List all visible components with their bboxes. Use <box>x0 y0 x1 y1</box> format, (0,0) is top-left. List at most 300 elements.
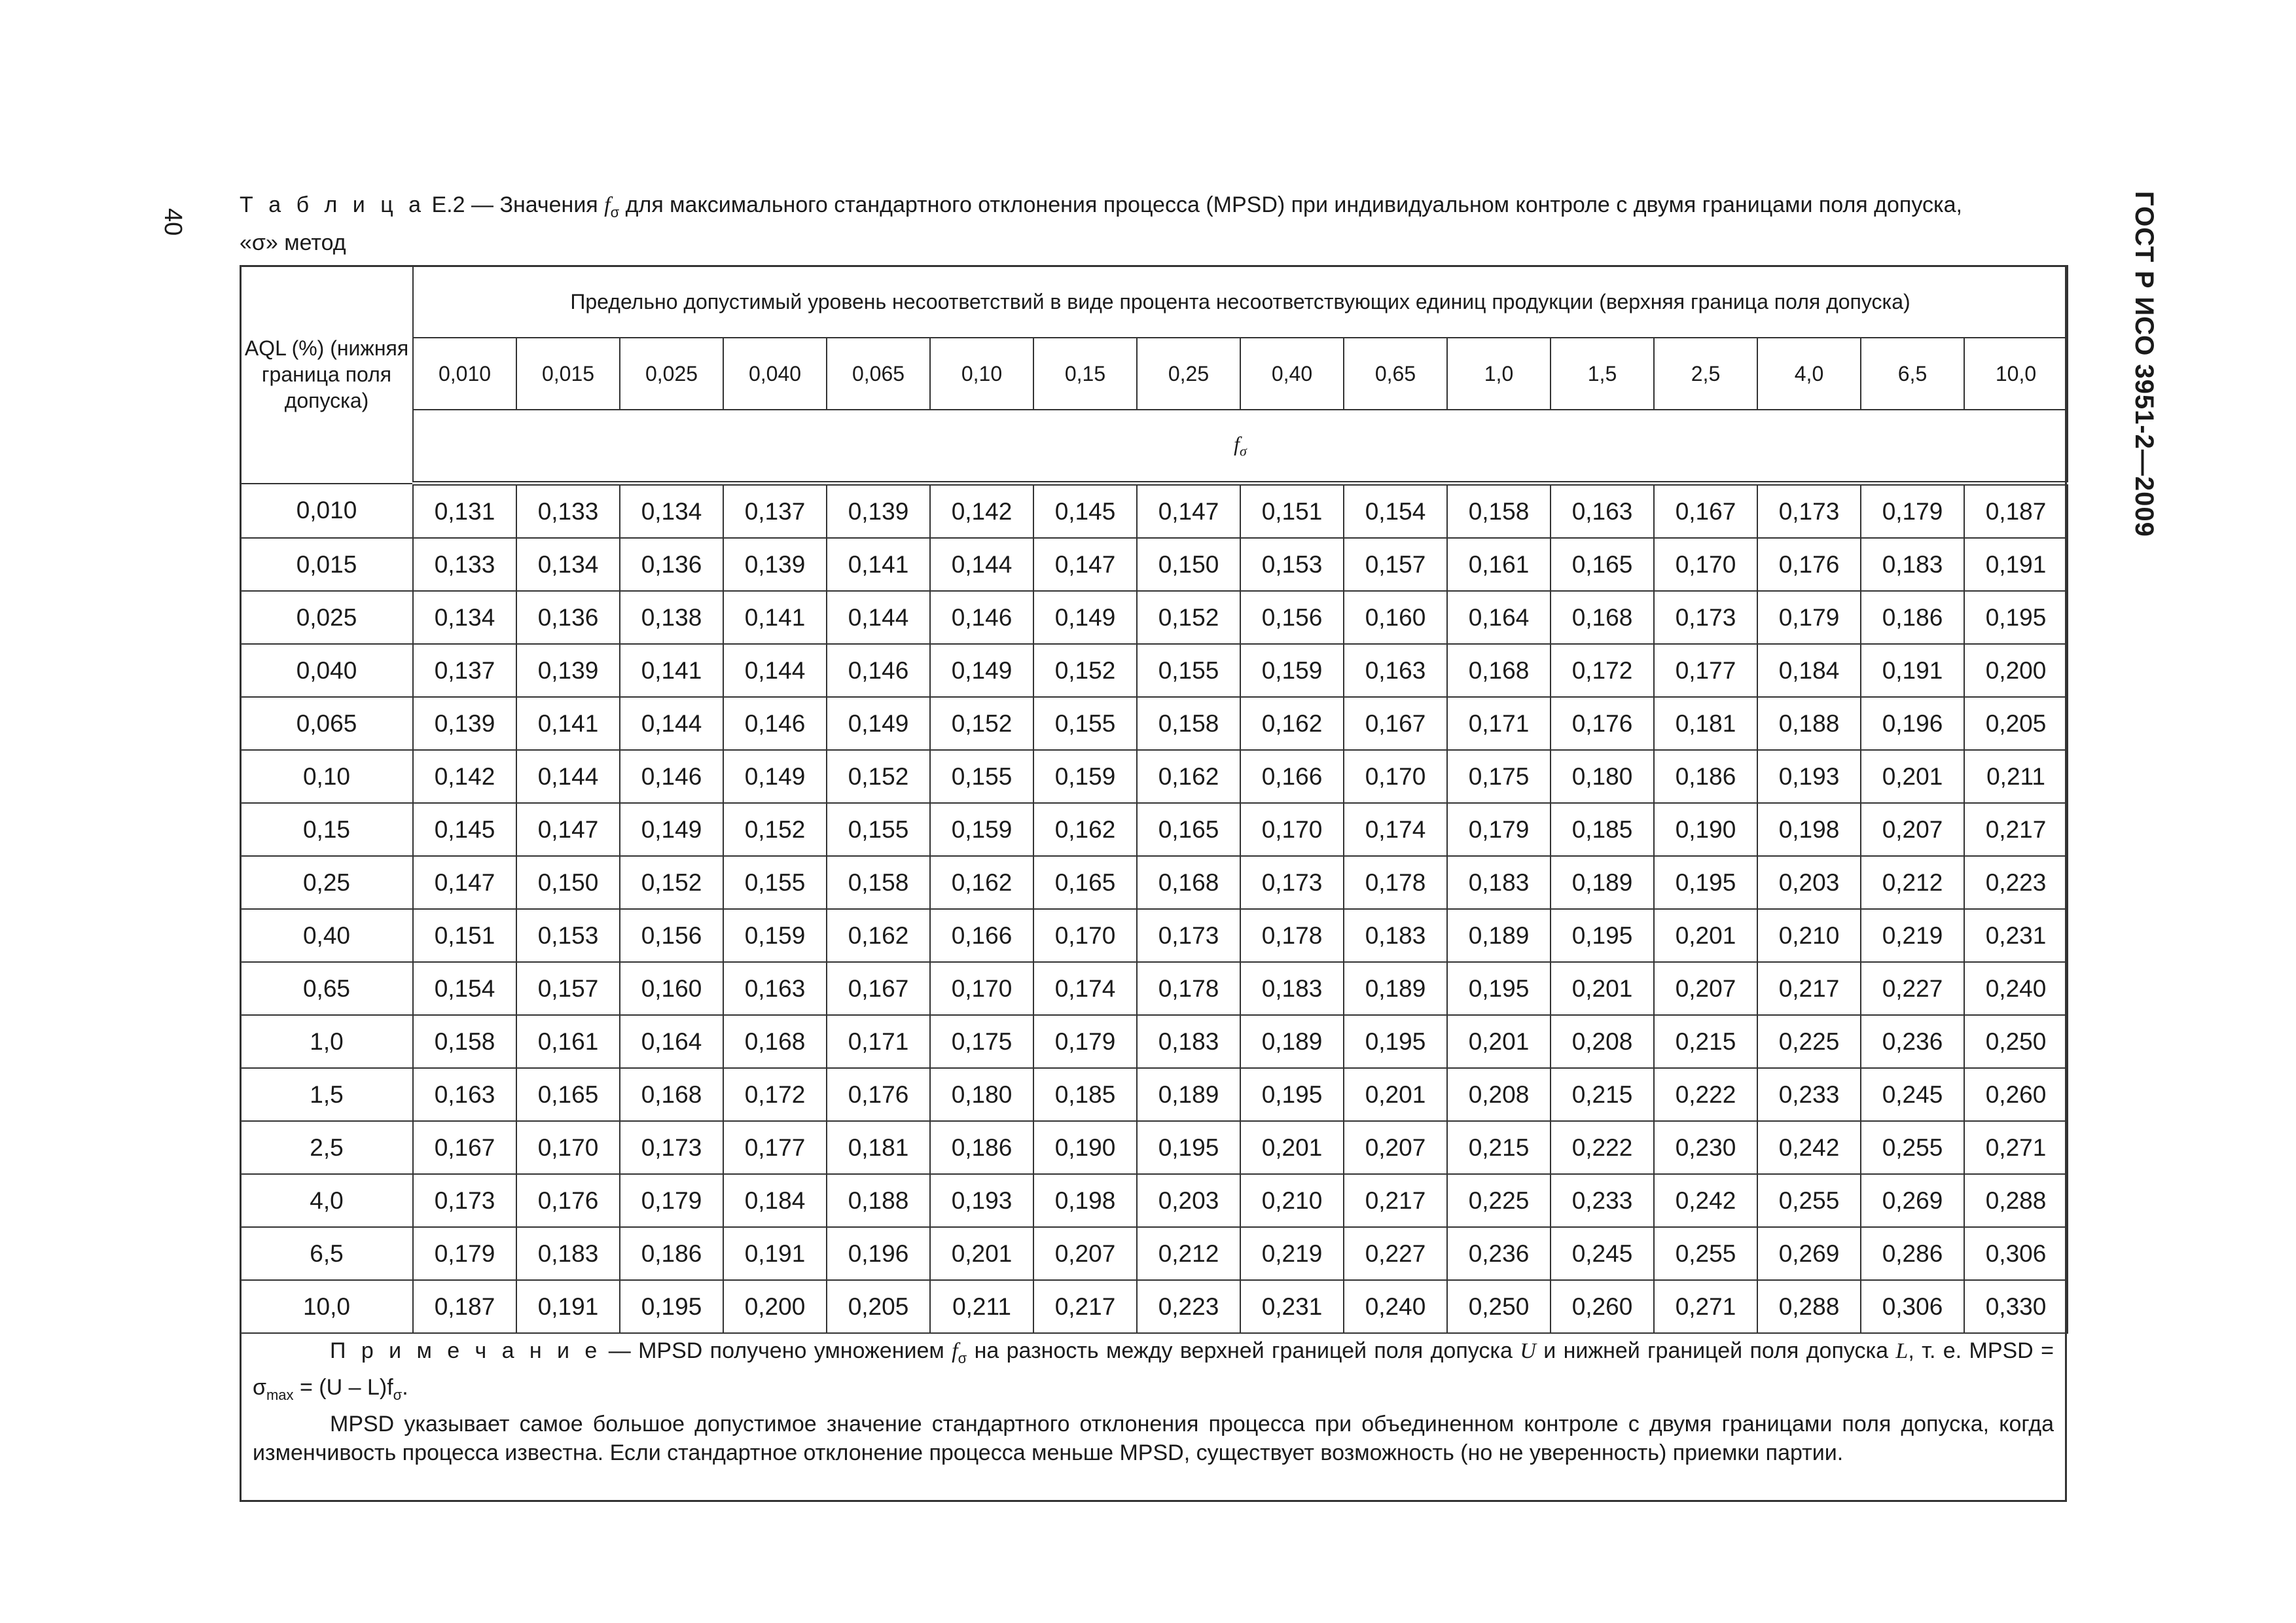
value-cell: 0,219 <box>1240 1227 1344 1280</box>
value-cell: 0,161 <box>516 1015 620 1068</box>
value-cell: 0,152 <box>723 803 827 856</box>
column-header: 0,40 <box>1240 338 1344 410</box>
value-cell: 0,163 <box>413 1068 516 1121</box>
table-row <box>240 1174 2068 1227</box>
value-cell: 0,288 <box>1964 1174 2068 1227</box>
value-cell: 0,159 <box>1240 644 1344 697</box>
value-cell: 0,172 <box>1551 644 1654 697</box>
value-cell: 0,177 <box>723 1121 827 1174</box>
fsigma-header <box>413 410 2068 484</box>
value-cell: 0,170 <box>930 962 1033 1015</box>
aql-cell: 0,065 <box>240 697 413 750</box>
aql-cell: 4,0 <box>240 1174 413 1227</box>
value-cell: 0,147 <box>1137 484 1240 539</box>
value-cell: 0,180 <box>930 1068 1033 1121</box>
value-cell: 0,141 <box>620 644 723 697</box>
value-cell: 0,233 <box>1757 1068 1861 1121</box>
value-cell: 0,149 <box>930 644 1033 697</box>
value-cell: 0,201 <box>1861 750 1964 803</box>
value-cell: 0,176 <box>827 1068 930 1121</box>
value-cell: 0,174 <box>1344 803 1447 856</box>
value-cell: 0,173 <box>413 1174 516 1227</box>
value-cell: 0,137 <box>723 484 827 539</box>
value-cell: 0,195 <box>1447 962 1551 1015</box>
value-cell: 0,164 <box>1447 591 1551 644</box>
caption-symbol-sub: σ <box>610 204 620 221</box>
column-header: 0,15 <box>1033 338 1137 410</box>
value-cell: 0,171 <box>1447 697 1551 750</box>
value-cell: 0,142 <box>413 750 516 803</box>
value-cell: 0,173 <box>1240 856 1344 909</box>
table-row <box>240 909 2068 962</box>
value-cell: 0,181 <box>1654 697 1757 750</box>
value-cell: 0,175 <box>1447 750 1551 803</box>
value-cell: 0,159 <box>1033 750 1137 803</box>
value-cell: 0,171 <box>827 1015 930 1068</box>
note-symbol-sub: σ <box>958 1350 967 1366</box>
tolerance-header: Предельно допустимый уровень несоответствий в виде процента несоответствующих единиц продукции (верхняя граница поля допуска) <box>413 266 2068 338</box>
value-cell: 0,236 <box>1861 1015 1964 1068</box>
value-cell: 0,170 <box>1033 909 1137 962</box>
value-cell: 0,255 <box>1654 1227 1757 1280</box>
value-cell: 0,170 <box>1654 538 1757 591</box>
value-cell: 0,146 <box>620 750 723 803</box>
value-cell: 0,212 <box>1137 1227 1240 1280</box>
value-cell: 0,186 <box>1654 750 1757 803</box>
value-cell: 0,210 <box>1240 1174 1344 1227</box>
table-row <box>240 591 2068 644</box>
fsigma-symbol-sub: σ <box>1240 442 1247 459</box>
column-header: 0,065 <box>827 338 930 410</box>
value-cell: 0,176 <box>516 1174 620 1227</box>
value-cell: 0,162 <box>1137 750 1240 803</box>
value-cell: 0,184 <box>723 1174 827 1227</box>
value-cell: 0,173 <box>1137 909 1240 962</box>
value-cell: 0,245 <box>1861 1068 1964 1121</box>
value-cell: 0,159 <box>930 803 1033 856</box>
aql-cell: 0,015 <box>240 538 413 591</box>
value-cell: 0,149 <box>723 750 827 803</box>
aql-header: AQL (%) (нижняя граница поля допуска) <box>240 266 413 484</box>
aql-cell: 0,10 <box>240 750 413 803</box>
column-header: 0,65 <box>1344 338 1447 410</box>
value-cell: 0,250 <box>1447 1280 1551 1333</box>
value-cell: 0,131 <box>413 484 516 539</box>
value-cell: 0,269 <box>1757 1227 1861 1280</box>
value-cell: 0,175 <box>930 1015 1033 1068</box>
value-cell: 0,167 <box>413 1121 516 1174</box>
value-cell: 0,183 <box>1137 1015 1240 1068</box>
table-note <box>253 1336 2054 1467</box>
value-cell: 0,147 <box>516 803 620 856</box>
value-cell: 0,160 <box>620 962 723 1015</box>
value-cell: 0,191 <box>1861 644 1964 697</box>
value-cell: 0,168 <box>1137 856 1240 909</box>
value-cell: 0,158 <box>1137 697 1240 750</box>
aql-cell: 0,040 <box>240 644 413 697</box>
value-cell: 0,173 <box>620 1121 723 1174</box>
value-cell: 0,165 <box>1137 803 1240 856</box>
value-cell: 0,193 <box>930 1174 1033 1227</box>
value-cell: 0,198 <box>1757 803 1861 856</box>
value-cell: 0,145 <box>1033 484 1137 539</box>
value-cell: 0,245 <box>1551 1227 1654 1280</box>
value-cell: 0,149 <box>1033 591 1137 644</box>
caption-text-after: для максимального стандартного отклонения процесса (MPSD) при индивидуальном контроле с двумя границами поля допуска, <box>619 192 1962 217</box>
value-cell: 0,141 <box>723 591 827 644</box>
value-cell: 0,157 <box>1344 538 1447 591</box>
value-cell: 0,167 <box>827 962 930 1015</box>
note-symbol: U <box>1520 1339 1536 1363</box>
value-cell: 0,160 <box>1344 591 1447 644</box>
value-cell: 0,196 <box>1861 697 1964 750</box>
value-cell: 0,164 <box>620 1015 723 1068</box>
value-cell: 0,215 <box>1447 1121 1551 1174</box>
value-cell: 0,195 <box>1654 856 1757 909</box>
value-cell: 0,144 <box>516 750 620 803</box>
value-cell: 0,183 <box>1344 909 1447 962</box>
value-cell: 0,227 <box>1861 962 1964 1015</box>
value-cell: 0,162 <box>1240 697 1344 750</box>
aql-cell: 2,5 <box>240 1121 413 1174</box>
value-cell: 0,207 <box>1861 803 1964 856</box>
value-cell: 0,158 <box>1447 484 1551 539</box>
value-cell: 0,134 <box>516 538 620 591</box>
caption-label: Т а б л и ц а <box>240 192 426 217</box>
table-row <box>240 803 2068 856</box>
value-cell: 0,189 <box>1447 909 1551 962</box>
value-cell: 0,174 <box>1033 962 1137 1015</box>
value-cell: 0,178 <box>1240 909 1344 962</box>
table-row <box>240 750 2068 803</box>
value-cell: 0,208 <box>1447 1068 1551 1121</box>
aql-cell: 0,010 <box>240 484 413 539</box>
value-cell: 0,179 <box>1861 484 1964 539</box>
value-cell: 0,176 <box>1757 538 1861 591</box>
value-cell: 0,170 <box>1344 750 1447 803</box>
value-cell: 0,173 <box>1757 484 1861 539</box>
value-cell: 0,230 <box>1654 1121 1757 1174</box>
value-cell: 0,152 <box>620 856 723 909</box>
value-cell: 0,207 <box>1654 962 1757 1015</box>
table-row <box>240 1121 2068 1174</box>
value-cell: 0,288 <box>1757 1280 1861 1333</box>
value-cell: 0,271 <box>1654 1280 1757 1333</box>
value-cell: 0,195 <box>620 1280 723 1333</box>
value-cell: 0,203 <box>1137 1174 1240 1227</box>
table-row <box>240 644 2068 697</box>
value-cell: 0,150 <box>516 856 620 909</box>
table-row <box>240 856 2068 909</box>
value-cell: 0,211 <box>930 1280 1033 1333</box>
value-cell: 0,195 <box>1137 1121 1240 1174</box>
value-cell: 0,185 <box>1551 803 1654 856</box>
column-header: 4,0 <box>1757 338 1861 410</box>
value-cell: 0,158 <box>413 1015 516 1068</box>
value-cell: 0,187 <box>1964 484 2068 539</box>
value-cell: 0,137 <box>413 644 516 697</box>
value-cell: 0,201 <box>930 1227 1033 1280</box>
value-cell: 0,181 <box>827 1121 930 1174</box>
value-cell: 0,170 <box>1240 803 1344 856</box>
value-cell: 0,210 <box>1757 909 1861 962</box>
aql-cell: 0,65 <box>240 962 413 1015</box>
value-cell: 0,225 <box>1757 1015 1861 1068</box>
value-cell: 0,158 <box>827 856 930 909</box>
fsigma-symbol: f <box>1234 432 1240 456</box>
value-cell: 0,223 <box>1137 1280 1240 1333</box>
column-header: 6,5 <box>1861 338 1964 410</box>
value-cell: 0,139 <box>723 538 827 591</box>
value-cell: 0,170 <box>516 1121 620 1174</box>
table-row <box>240 697 2068 750</box>
value-cell: 0,152 <box>930 697 1033 750</box>
value-cell: 0,149 <box>827 697 930 750</box>
value-cell: 0,152 <box>1137 591 1240 644</box>
value-cell: 0,149 <box>620 803 723 856</box>
value-cell: 0,189 <box>1137 1068 1240 1121</box>
value-cell: 0,205 <box>827 1280 930 1333</box>
caption-line2: «σ» метод <box>240 230 346 255</box>
note-sub: σ <box>393 1387 403 1403</box>
value-cell: 0,201 <box>1447 1015 1551 1068</box>
value-cell: 0,186 <box>620 1227 723 1280</box>
aql-cell: 6,5 <box>240 1227 413 1280</box>
value-cell: 0,144 <box>827 591 930 644</box>
value-cell: 0,146 <box>723 697 827 750</box>
value-cell: 0,250 <box>1964 1015 2068 1068</box>
note-text: . <box>402 1375 408 1400</box>
value-cell: 0,163 <box>1551 484 1654 539</box>
value-cell: 0,255 <box>1757 1174 1861 1227</box>
value-cell: 0,184 <box>1757 644 1861 697</box>
value-cell: 0,186 <box>1861 591 1964 644</box>
caption-symbol: f <box>604 193 611 217</box>
value-cell: 0,179 <box>1033 1015 1137 1068</box>
value-cell: 0,179 <box>413 1227 516 1280</box>
table-row <box>240 962 2068 1015</box>
value-cell: 0,165 <box>1033 856 1137 909</box>
value-cell: 0,146 <box>827 644 930 697</box>
value-cell: 0,183 <box>516 1227 620 1280</box>
value-cell: 0,144 <box>723 644 827 697</box>
column-header: 0,025 <box>620 338 723 410</box>
value-cell: 0,236 <box>1447 1227 1551 1280</box>
aql-cell: 1,0 <box>240 1015 413 1068</box>
value-cell: 0,217 <box>1964 803 2068 856</box>
value-cell: 0,195 <box>1240 1068 1344 1121</box>
value-cell: 0,215 <box>1654 1015 1757 1068</box>
value-cell: 0,156 <box>620 909 723 962</box>
value-cell: 0,155 <box>1137 644 1240 697</box>
value-cell: 0,190 <box>1654 803 1757 856</box>
value-cell: 0,167 <box>1654 484 1757 539</box>
value-cell: 0,191 <box>1964 538 2068 591</box>
value-cell: 0,189 <box>1551 856 1654 909</box>
column-header: 1,0 <box>1447 338 1551 410</box>
table-row <box>240 1227 2068 1280</box>
value-cell: 0,139 <box>516 644 620 697</box>
value-cell: 0,186 <box>930 1121 1033 1174</box>
value-cell: 0,231 <box>1240 1280 1344 1333</box>
value-cell: 0,217 <box>1757 962 1861 1015</box>
table-row <box>240 1280 2068 1333</box>
note-paragraph-2: MPSD указывает самое большое допустимое значение стандартного отклонения процесса при объединенном контроле с двумя границами поля допуска, когда изменчивость процесса известна. Если стандартное отклонение процесса меньше MPSD, существует возможность (но не уверенность) приемки партии. <box>253 1412 2054 1465</box>
value-cell: 0,162 <box>930 856 1033 909</box>
value-cell: 0,222 <box>1551 1121 1654 1174</box>
value-cell: 0,233 <box>1551 1174 1654 1227</box>
column-header-row <box>240 338 2068 410</box>
column-header: 0,010 <box>413 338 516 410</box>
value-cell: 0,185 <box>1033 1068 1137 1121</box>
table-caption <box>240 190 2085 258</box>
note-text: = (U – L)f <box>293 1375 393 1400</box>
value-cell: 0,212 <box>1861 856 1964 909</box>
value-cell: 0,165 <box>516 1068 620 1121</box>
note-text: на разность между верхней границей поля допуска <box>967 1338 1520 1363</box>
value-cell: 0,217 <box>1033 1280 1137 1333</box>
value-cell: 0,155 <box>1033 697 1137 750</box>
value-cell: 0,193 <box>1757 750 1861 803</box>
value-cell: 0,201 <box>1240 1121 1344 1174</box>
value-cell: 0,133 <box>413 538 516 591</box>
value-cell: 0,162 <box>827 909 930 962</box>
value-cell: 0,139 <box>413 697 516 750</box>
value-cell: 0,195 <box>1551 909 1654 962</box>
note-sub: max <box>266 1387 294 1403</box>
value-cell: 0,269 <box>1861 1174 1964 1227</box>
value-cell: 0,151 <box>1240 484 1344 539</box>
value-cell: 0,168 <box>1447 644 1551 697</box>
value-cell: 0,227 <box>1344 1227 1447 1280</box>
value-cell: 0,142 <box>930 484 1033 539</box>
value-cell: 0,178 <box>1344 856 1447 909</box>
value-cell: 0,147 <box>413 856 516 909</box>
value-cell: 0,173 <box>1654 591 1757 644</box>
value-cell: 0,161 <box>1447 538 1551 591</box>
aql-cell: 1,5 <box>240 1068 413 1121</box>
value-cell: 0,179 <box>620 1174 723 1227</box>
value-cell: 0,145 <box>413 803 516 856</box>
value-cell: 0,222 <box>1654 1068 1757 1121</box>
value-cell: 0,223 <box>1964 856 2068 909</box>
value-cell: 0,306 <box>1861 1280 1964 1333</box>
value-cell: 0,286 <box>1861 1227 1964 1280</box>
value-cell: 0,177 <box>1654 644 1757 697</box>
value-cell: 0,155 <box>827 803 930 856</box>
value-cell: 0,225 <box>1447 1174 1551 1227</box>
aql-cell: 0,40 <box>240 909 413 962</box>
value-cell: 0,163 <box>723 962 827 1015</box>
value-cell: 0,219 <box>1861 909 1964 962</box>
aql-cell: 0,15 <box>240 803 413 856</box>
note-label: П р и м е ч а н и е <box>330 1338 601 1363</box>
value-cell: 0,330 <box>1964 1280 2068 1333</box>
aql-cell: 0,025 <box>240 591 413 644</box>
note-text: , т. е. MPSD = σ <box>253 1338 2054 1400</box>
column-header: 0,015 <box>516 338 620 410</box>
value-cell: 0,166 <box>1240 750 1344 803</box>
value-cell: 0,136 <box>516 591 620 644</box>
value-cell: 0,190 <box>1033 1121 1137 1174</box>
value-cell: 0,153 <box>516 909 620 962</box>
value-cell: 0,163 <box>1344 644 1447 697</box>
value-cell: 0,188 <box>1757 697 1861 750</box>
value-cell: 0,189 <box>1240 1015 1344 1068</box>
value-cell: 0,271 <box>1964 1121 2068 1174</box>
document-id: ГОСТ Р ИСО 3951-2—2009 <box>2130 191 2159 537</box>
value-cell: 0,260 <box>1964 1068 2068 1121</box>
table-row <box>240 538 2068 591</box>
value-cell: 0,196 <box>827 1227 930 1280</box>
value-cell: 0,189 <box>1344 962 1447 1015</box>
value-cell: 0,201 <box>1654 909 1757 962</box>
value-cell: 0,147 <box>1033 538 1137 591</box>
value-cell: 0,157 <box>516 962 620 1015</box>
value-cell: 0,179 <box>1447 803 1551 856</box>
column-header: 10,0 <box>1964 338 2068 410</box>
value-cell: 0,165 <box>1551 538 1654 591</box>
value-cell: 0,152 <box>1033 644 1137 697</box>
value-cell: 0,178 <box>1137 962 1240 1015</box>
value-cell: 0,156 <box>1240 591 1344 644</box>
value-cell: 0,217 <box>1344 1174 1447 1227</box>
value-cell: 0,201 <box>1551 962 1654 1015</box>
caption-text-before: — Значения <box>465 192 605 217</box>
table-body <box>240 484 2068 1334</box>
value-cell: 0,146 <box>930 591 1033 644</box>
note-symbol: f <box>952 1339 958 1363</box>
value-cell: 0,207 <box>1033 1227 1137 1280</box>
value-cell: 0,242 <box>1654 1174 1757 1227</box>
table-row <box>240 484 2068 539</box>
value-cell: 0,154 <box>413 962 516 1015</box>
note-paragraph-1 <box>253 1336 2054 1410</box>
value-cell: 0,168 <box>1551 591 1654 644</box>
value-cell: 0,191 <box>723 1227 827 1280</box>
column-header: 0,25 <box>1137 338 1240 410</box>
value-cell: 0,240 <box>1344 1280 1447 1333</box>
value-cell: 0,179 <box>1757 591 1861 644</box>
value-cell: 0,167 <box>1344 697 1447 750</box>
value-cell: 0,231 <box>1964 909 2068 962</box>
value-cell: 0,138 <box>620 591 723 644</box>
column-header: 0,10 <box>930 338 1033 410</box>
value-cell: 0,188 <box>827 1174 930 1227</box>
column-header: 1,5 <box>1551 338 1654 410</box>
aql-cell: 0,25 <box>240 856 413 909</box>
value-cell: 0,205 <box>1964 697 2068 750</box>
value-cell: 0,180 <box>1551 750 1654 803</box>
value-cell: 0,155 <box>930 750 1033 803</box>
value-cell: 0,240 <box>1964 962 2068 1015</box>
value-cell: 0,150 <box>1137 538 1240 591</box>
value-cell: 0,152 <box>827 750 930 803</box>
value-cell: 0,200 <box>723 1280 827 1333</box>
caption-number: Е.2 <box>431 192 465 217</box>
note-text: — MPSD получено умножением <box>601 1338 952 1363</box>
value-cell: 0,144 <box>930 538 1033 591</box>
value-cell: 0,195 <box>1344 1015 1447 1068</box>
value-cell: 0,159 <box>723 909 827 962</box>
value-cell: 0,183 <box>1861 538 1964 591</box>
value-cell: 0,195 <box>1964 591 2068 644</box>
note-symbol: L <box>1895 1339 1909 1363</box>
aql-cell: 10,0 <box>240 1280 413 1333</box>
value-cell: 0,153 <box>1240 538 1344 591</box>
column-header: 0,040 <box>723 338 827 410</box>
value-cell: 0,260 <box>1551 1280 1654 1333</box>
